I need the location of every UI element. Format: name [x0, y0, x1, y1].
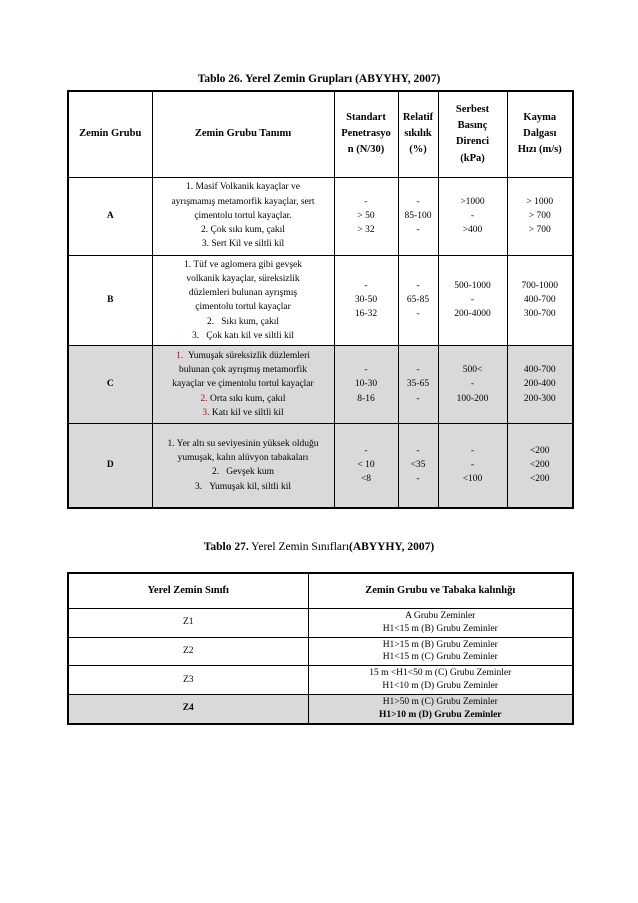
shear-velocity-cell: > 1000 > 700 > 700 — [507, 177, 573, 255]
shear-velocity-cell: <200 <200 <200 — [507, 424, 573, 508]
table-row — [68, 609, 573, 638]
group-cell: D — [68, 424, 152, 508]
header-soil-group: Zemin Grubu — [68, 91, 152, 177]
strength-cell: 500-1000 - 200-4000 — [438, 255, 507, 346]
description-cell: 1. Yer altı su seviyesinin yüksek olduğu yumuşak, kalın alüvyon tabakaları 2. Gevşek kum 3. Yumuşak kil, siltli kil — [152, 424, 334, 508]
description-cell: 1. Tüf ve aglomera gibi gevşek volkanik kayaçlar, süreksizlik düzlemleri bulunan ayrışmış çimentolu tortul kayaçlar 2. Sıkı kum, çakıl 3. Çok katı kil ve siltli kil — [152, 255, 334, 346]
strength-cell: 500< - 100-200 — [438, 346, 507, 424]
table-row — [68, 666, 573, 695]
relative-density-cell: - 35-65 - — [398, 346, 438, 424]
group-cell: C — [68, 346, 152, 424]
group-layer-cell: H1>15 m (B) Grubu Zeminler H1<15 m (C) Grubu Zeminler — [308, 637, 573, 666]
table-row — [68, 637, 573, 666]
table-row — [68, 346, 573, 424]
group-cell: A — [68, 177, 152, 255]
table-row — [68, 424, 573, 508]
description-cell: 1. Yumuşak süreksizlik düzlemleri bulunan çok ayrışmış metamorfik kayaçlar ve çimentolu tortul kayaçlar 2. Orta sıkı kum, çakıl 3. Katı kil ve siltli kil — [152, 346, 334, 424]
header-group-and-layer-thickness: Zemin Grubu ve Tabaka kalınlığı — [308, 573, 573, 609]
header-local-soil-class: Yerel Zemin Sınıfı — [68, 573, 308, 609]
header-relative-density: Relatif sıkılık (%) — [398, 91, 438, 177]
header-compressive-strength: Serbest Basınç Direnci (kPa) — [438, 91, 507, 177]
soil-class-cell: Z3 — [68, 666, 308, 695]
group-layer-cell: A Grubu Zeminler H1<15 m (B) Grubu Zeminler — [308, 609, 573, 638]
strength-cell: - - <100 — [438, 424, 507, 508]
shear-velocity-cell: 400-700 200-400 200-300 — [507, 346, 573, 424]
local-soil-groups-table — [67, 90, 574, 509]
relative-density-cell: - <35 - — [398, 424, 438, 508]
spt-cell: - > 50 > 32 — [334, 177, 398, 255]
spt-cell: - 10-30 8-16 — [334, 346, 398, 424]
local-soil-classes-table — [67, 572, 574, 725]
header-soil-group-description: Zemin Grubu Tanımı — [152, 91, 334, 177]
spt-cell: - < 10 <8 — [334, 424, 398, 508]
group-layer-cell: 15 m <H1<50 m (C) Grubu Zeminler H1<10 m (D) Grubu Zeminler — [308, 666, 573, 695]
description-cell: 1. Masif Volkanik kayaçlar ve ayrışmamış metamorfik kayaçlar, sert çimentolu tortul kayaçlar. 2. Çok sıkı kum, çakıl 3. Sert Kil ve siltli kil — [152, 177, 334, 255]
relative-density-cell: - 65-85 - — [398, 255, 438, 346]
table-row — [68, 694, 573, 723]
group-cell: B — [68, 255, 152, 346]
soil-class-cell: Z2 — [68, 637, 308, 666]
table-row — [68, 255, 573, 346]
relative-density-cell: - 85-100 - — [398, 177, 438, 255]
header-standard-penetration: Standart Penetrasyo n (N/30) — [334, 91, 398, 177]
shear-velocity-cell: 700-1000 400-700 300-700 — [507, 255, 573, 346]
table-row — [68, 177, 573, 255]
soil-class-cell: Z4 — [68, 694, 308, 723]
soil-class-cell: Z1 — [68, 609, 308, 638]
group-layer-cell: H1>50 m (C) Grubu Zeminler H1>10 m (D) Grubu Zeminler — [308, 694, 573, 723]
header-shear-wave-velocity: Kayma Dalgası Hızı (m/s) — [507, 91, 573, 177]
table-27-caption: Tablo 27. Yerel Zemin Sınıfları(ABYYHY, 2007) — [203, 541, 435, 553]
spt-cell: - 30-50 16-32 — [334, 255, 398, 346]
strength-cell: >1000 - >400 — [438, 177, 507, 255]
table-26-caption: Tablo 26. Yerel Zemin Grupları (ABYYHY, 2007) — [197, 73, 441, 85]
